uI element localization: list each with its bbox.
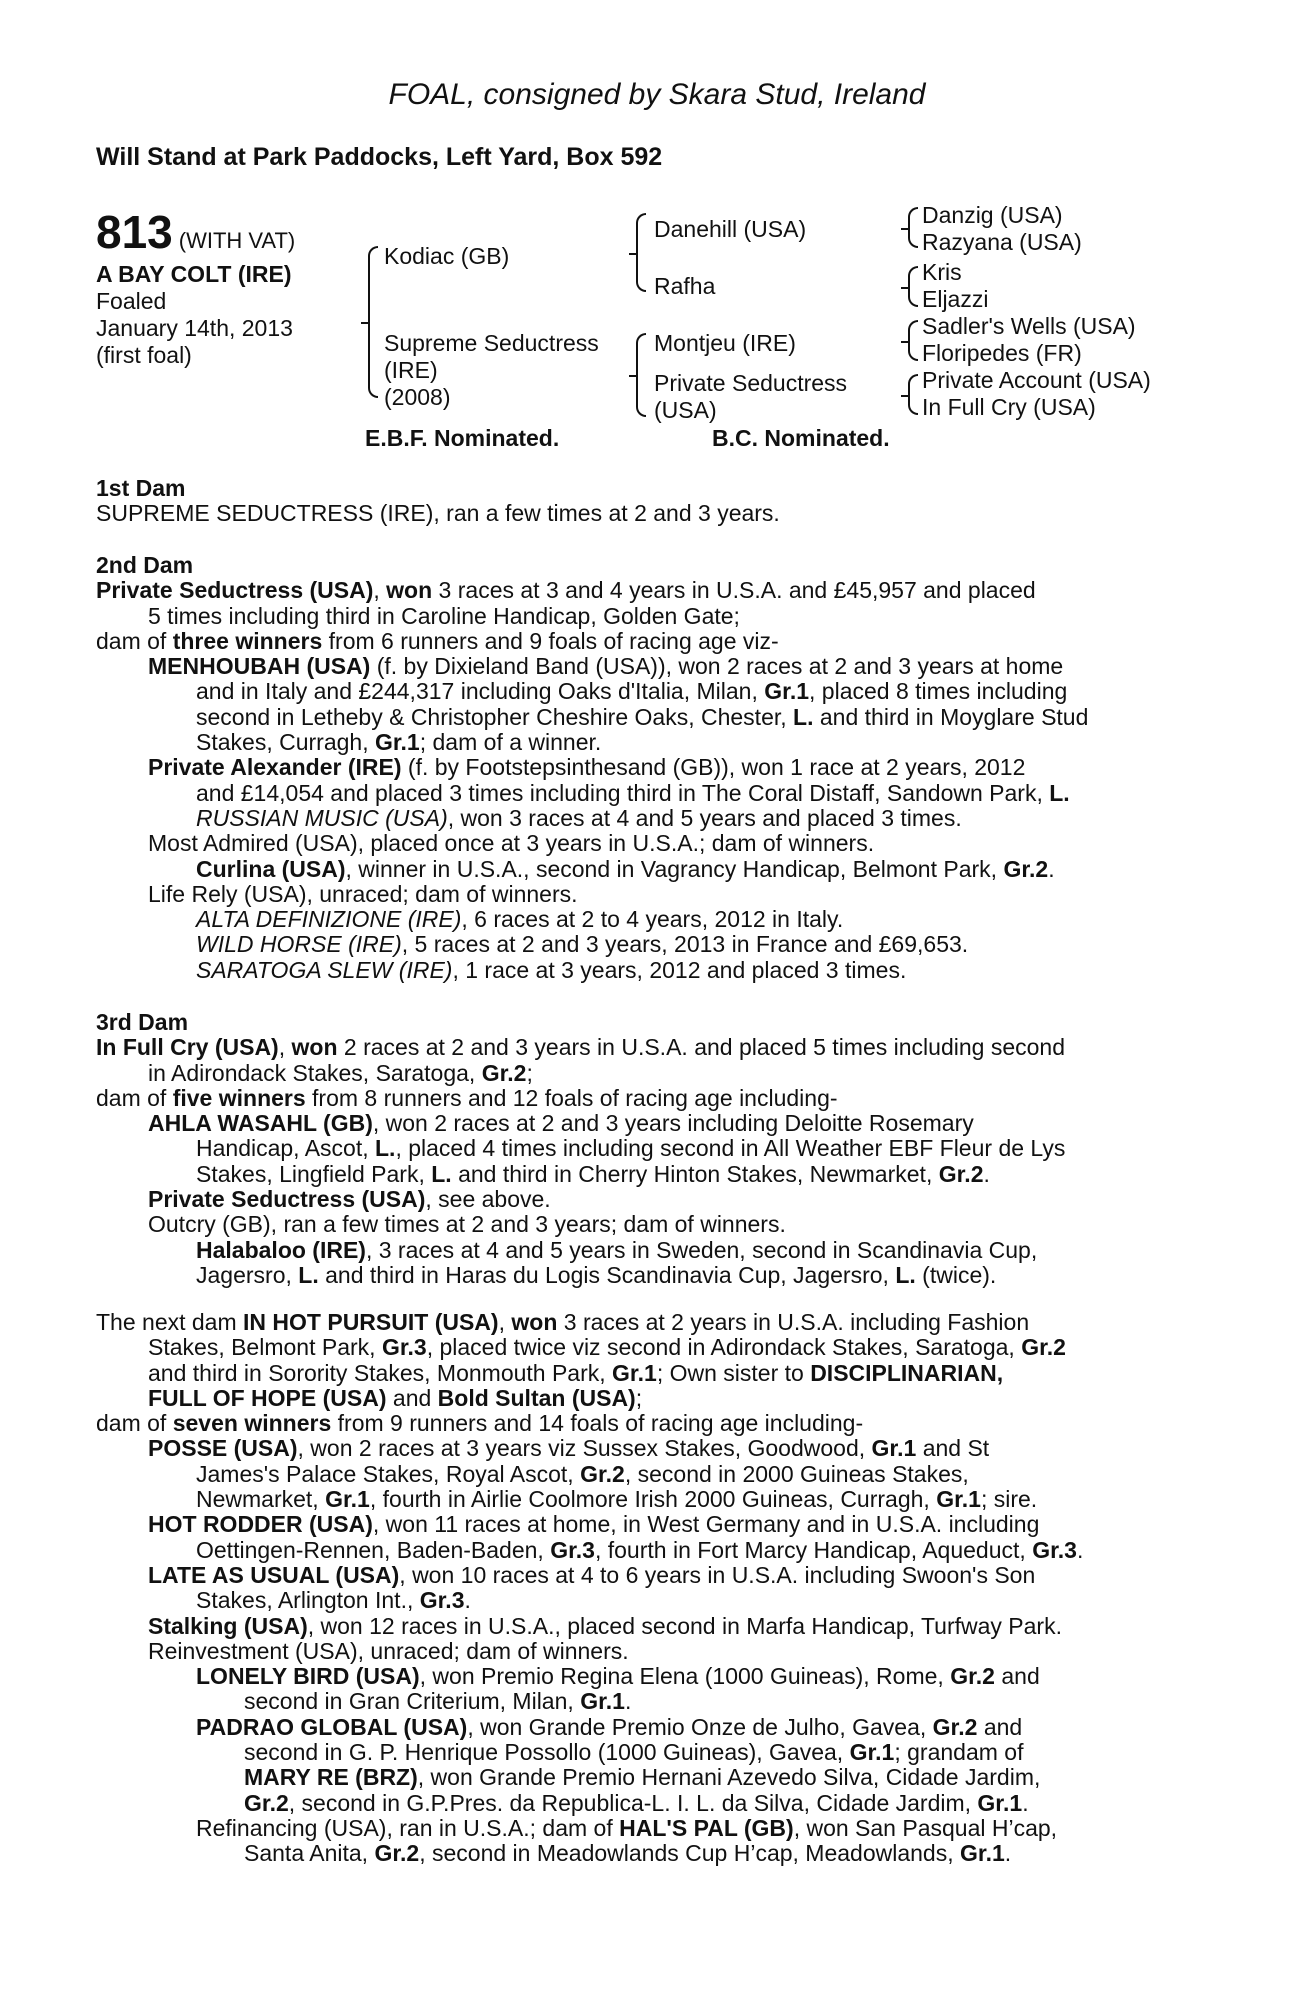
text-run: . <box>464 1587 471 1614</box>
text-run: and <box>994 1663 1040 1690</box>
horse-name: HOT RODDER (USA) <box>148 1511 373 1538</box>
grade: L. <box>298 1261 319 1288</box>
text-line <box>96 1335 1226 1360</box>
grade: Gr.2 <box>580 1460 625 1487</box>
pedigree-brace <box>368 246 378 398</box>
text-run: . <box>1004 1840 1012 1867</box>
text-run: and in Italy and £244,317 including Oaks d'Italia, Milan, <box>196 678 765 705</box>
text-line <box>96 730 1226 755</box>
grade: Gr.1 <box>612 1359 657 1386</box>
bc-nominated: B.C. Nominated. <box>712 425 890 451</box>
grade: L. <box>375 1135 396 1162</box>
text-line <box>96 1061 1226 1086</box>
text-run: ; Own sister to <box>656 1359 811 1386</box>
text-run: 3 races at 3 and 4 years in U.S.A. and £45,957 and placed <box>432 577 1036 604</box>
pedigree-dds: Private Account (USA) <box>922 367 1151 393</box>
lot-number: 813 <box>96 206 173 258</box>
text-run: , 6 races at 2 to 4 years, 2012 in Italy. <box>461 906 844 933</box>
text-line <box>96 1588 1226 1613</box>
text-run: Oettingen-Rennen, Baden-Baden, <box>196 1536 551 1563</box>
text-line <box>96 1035 1226 1060</box>
text-run: , winner in U.S.A., second in Vagrancy Handicap, Belmont Park, <box>345 855 1004 882</box>
pedigree-brace <box>908 320 918 361</box>
grade: Gr.1 <box>871 1435 917 1462</box>
text-line <box>96 679 1226 704</box>
text-line <box>96 1310 1226 1335</box>
text-line <box>96 1765 1226 1790</box>
text-run: , placed twice viz second in Adirondack Stakes, Saratoga, <box>426 1334 1022 1361</box>
text-run: , won Grande Premio Hernani Azevedo Silva, Cidade Jardim, <box>417 1764 1041 1791</box>
text-run: , placed 8 times including <box>809 678 1068 705</box>
text-line <box>96 1512 1226 1537</box>
text-run: James's Palace Stakes, Royal Ascot, <box>196 1460 581 1487</box>
grade: Gr.2 <box>244 1789 289 1816</box>
pedigree-dam-dam <box>654 370 847 424</box>
text-run: Jagersro, <box>196 1261 299 1288</box>
text-run: Santa Anita, <box>244 1840 375 1867</box>
text-line <box>96 1436 1226 1461</box>
text-run: , won 3 races at 4 and 5 years and placed 3 times. <box>447 804 962 831</box>
text-run: ; grandam of <box>894 1739 1024 1766</box>
pedigree-sdd: Eljazzi <box>922 286 989 312</box>
grade: Gr.1 <box>374 729 420 756</box>
grade: L. <box>895 1261 916 1288</box>
text-run: , won Grande Premio Onze de Julho, Gavea, <box>467 1713 933 1740</box>
text-line <box>96 1361 1226 1386</box>
text-run: , won Premio Regina Elena (1000 Guineas), Rome, <box>419 1663 951 1690</box>
grade: Gr.2 <box>932 1713 978 1740</box>
text-line <box>96 1162 1226 1187</box>
text-run: Stakes, Belmont Park, <box>148 1334 382 1361</box>
horse-name: POSSE (USA) <box>148 1435 298 1462</box>
text-run: 2 races at 2 and 3 years in U.S.A. and placed 5 times including second <box>337 1034 1065 1061</box>
lot-block <box>96 207 356 369</box>
pedigree-sire-dam: Rafha <box>654 273 716 299</box>
text-line <box>96 1386 1226 1411</box>
text-line <box>96 1614 1226 1639</box>
horse-name: MARY RE (BRZ) <box>244 1764 418 1791</box>
text-run: Stakes, Curragh, <box>196 729 375 756</box>
text-run: in Adirondack Stakes, Saratoga, <box>148 1059 482 1086</box>
text-line <box>96 1841 1226 1866</box>
text-run: ; <box>526 1059 533 1086</box>
text-run: , see above. <box>425 1186 551 1213</box>
text-line <box>96 755 1226 780</box>
horse-name: Stalking (USA) <box>148 1612 308 1639</box>
text-run: Handicap, Ascot, <box>196 1135 375 1162</box>
text-run: , won 12 races in U.S.A., placed second in Marfa Handicap, Turfway Park. <box>307 1612 1062 1639</box>
text-run: three winners <box>172 627 323 654</box>
text-run: second in G. P. Henrique Possollo (1000 Guineas), Gavea, <box>244 1739 850 1766</box>
text-line <box>96 1816 1226 1841</box>
grade: Gr.1 <box>849 1739 895 1766</box>
text-line <box>96 907 1226 932</box>
text-run: won <box>386 577 433 604</box>
text-run: , 1 race at 3 years, 2012 and placed 3 times. <box>452 956 907 983</box>
text-run: from 6 runners and 9 foals of racing age viz- <box>322 627 779 654</box>
text-run: ; sire. <box>980 1486 1038 1513</box>
text-line <box>96 1715 1226 1740</box>
text-run: , second in Meadowlands Cup H’cap, Meadowlands, <box>419 1840 961 1867</box>
text-run: , <box>373 577 387 604</box>
horse-name: SARATOGA SLEW (IRE) <box>196 956 453 983</box>
pedigree-sire: Kodiac (GB) <box>384 243 510 269</box>
horse-name: AHLA WASAHL (GB) <box>148 1110 373 1137</box>
third-dam-section <box>96 1010 1226 1288</box>
grade: L. <box>431 1160 452 1187</box>
ebf-nominated: E.B.F. Nominated. <box>365 425 560 451</box>
second-dam-section <box>96 553 1226 983</box>
text-run: . <box>983 1160 990 1187</box>
text-line <box>96 806 1226 831</box>
grade: Gr.1 <box>977 1789 1023 1816</box>
text-run: . <box>1076 1536 1084 1563</box>
text-line <box>96 629 1226 654</box>
text-run: , fourth in Fort Marcy Handicap, Aqueduct, <box>594 1536 1033 1563</box>
lot-note: (first foal) <box>96 342 192 368</box>
lot-title: A BAY COLT (IRE) <box>96 261 292 287</box>
horse-name: HAL'S PAL (GB) <box>619 1814 794 1841</box>
pedigree-dam-dam-country: (USA) <box>654 397 717 423</box>
pedigree-brace <box>636 213 646 292</box>
horse-name: IN HOT PURSUIT (USA) <box>243 1309 499 1335</box>
text-run: . <box>624 1688 632 1715</box>
text-run: , won San Pasqual H’cap, <box>793 1814 1058 1841</box>
text-line <box>96 1689 1226 1714</box>
text-run: and St <box>916 1435 990 1462</box>
grade: Gr.1 <box>580 1688 625 1715</box>
pedigree-ddd: In Full Cry (USA) <box>922 394 1096 420</box>
text-run: , fourth in Airlie Coolmore Irish 2000 Guineas, Curragh, <box>369 1486 937 1513</box>
horse-name: LONELY BIRD (USA) <box>196 1663 420 1690</box>
grade: Gr.2 <box>1003 855 1049 882</box>
stand-location: Will Stand at Park Paddocks, Left Yard, Box 592 <box>96 143 663 171</box>
horse-name: RUSSIAN MUSIC (USA) <box>196 804 448 831</box>
grade: Gr.1 <box>325 1486 370 1513</box>
text-run: ; dam of a winner. <box>419 729 602 756</box>
pedigree-brace <box>908 207 918 248</box>
text-run: Stakes, Lingfield Park, <box>196 1160 432 1187</box>
grade: L. <box>793 703 814 730</box>
pedigree-ssd: Razyana (USA) <box>922 229 1082 255</box>
text-run: (f. by Footstepsinthesand (GB)), won 1 race at 2 years, 2012 <box>401 754 1026 781</box>
foaled-label: Foaled <box>96 288 167 314</box>
text-line <box>96 857 1226 882</box>
horse-name: Curlina (USA) <box>196 855 346 882</box>
grade: L. <box>1049 779 1070 806</box>
text-run: won <box>291 1034 338 1061</box>
grade: Gr.2 <box>950 1663 995 1690</box>
text-line <box>96 958 1226 983</box>
text-line: Most Admired (USA), placed once at 3 years in U.S.A.; dam of winners. <box>148 830 875 857</box>
horse-name: DISCIPLINARIAN, <box>810 1359 1004 1386</box>
text-line <box>96 1462 1226 1487</box>
text-line <box>96 1086 1226 1111</box>
text-run: Newmarket, <box>196 1486 326 1513</box>
text-run: second in Gran Criterium, Milan, <box>244 1688 581 1715</box>
text-line: Life Rely (USA), unraced; dam of winners. <box>148 880 578 907</box>
pedigree-brace <box>908 374 918 415</box>
grade: Gr.1 <box>764 678 810 705</box>
text-run: and third in Cherry Hinton Stakes, Newmarket, <box>451 1160 939 1187</box>
text-run: (twice). <box>915 1261 997 1288</box>
text-line <box>96 1664 1226 1689</box>
text-line <box>96 1238 1226 1263</box>
text-line <box>96 1136 1226 1161</box>
text-run: , <box>498 1309 512 1335</box>
text-run: five winners <box>172 1084 306 1111</box>
pedigree-sire-sire: Danehill (USA) <box>654 216 807 242</box>
text-run: and £14,054 and placed 3 times including third in The Coral Distaff, Sandown Park, <box>196 779 1050 806</box>
text-run: dam of <box>96 627 173 654</box>
text-line <box>96 1740 1226 1765</box>
horse-name: LATE AS USUAL (USA) <box>148 1561 400 1588</box>
pedigree-brace <box>636 333 646 417</box>
text-line <box>96 1563 1226 1588</box>
text-line: Outcry (GB), ran a few times at 2 and 3 years; dam of winners. <box>148 1211 786 1238</box>
foaled-date: January 14th, 2013 <box>96 315 293 341</box>
text-run: and third in Haras du Logis Scandinavia Cup, Jagersro, <box>318 1261 896 1288</box>
pedigree-dsd: Floripedes (FR) <box>922 340 1082 366</box>
text-run: second in Letheby & Christopher Cheshire Oaks, Chester, <box>196 703 794 730</box>
text-run: , second in 2000 Guineas Stakes, <box>624 1460 969 1487</box>
text-run: and third in Sorority Stakes, Monmouth Park, <box>148 1359 613 1386</box>
text-run: The next dam <box>96 1309 244 1335</box>
pedigree-dam-country: (IRE) <box>384 357 438 383</box>
text-run: , second in G.P.Pres. da Republica-L. I. L. da Silva, Cidade Jardim, <box>288 1789 978 1816</box>
text-run: from 8 runners and 12 foals of racing age including- <box>305 1084 838 1111</box>
text-line <box>96 1791 1226 1816</box>
text-run: ; <box>635 1384 643 1411</box>
horse-name: MENHOUBAH (USA) <box>148 653 371 680</box>
text-run: , 5 races at 2 and 3 years, 2013 in France and £69,653. <box>401 931 969 958</box>
text-run: Stakes, Arlington Int., <box>196 1587 420 1614</box>
text-line <box>96 705 1226 730</box>
grade: Gr.2 <box>938 1160 984 1187</box>
text-run: , won 2 races at 3 years viz Sussex Stakes, Goodwood, <box>297 1435 872 1462</box>
text-line <box>96 1538 1226 1563</box>
text-line: 5 times including third in Caroline Handicap, Golden Gate; <box>148 602 740 629</box>
grade: Gr.3 <box>550 1536 595 1563</box>
text-run: and <box>977 1713 1023 1740</box>
pedigree-dam-year: (2008) <box>384 384 451 410</box>
grade: Gr.3 <box>1032 1536 1077 1563</box>
text-line <box>96 1263 1226 1288</box>
pedigree-dam <box>384 330 599 411</box>
horse-name: Halabaloo (IRE) <box>196 1236 366 1263</box>
grade: Gr.1 <box>936 1486 981 1513</box>
text-run: , <box>278 1034 292 1061</box>
next-dam-section <box>96 1310 1226 1867</box>
text-line: Reinvestment (USA), unraced; dam of winners. <box>148 1637 629 1664</box>
text-line <box>96 578 1226 603</box>
text-line <box>96 932 1226 957</box>
pedigree-brace <box>908 266 918 307</box>
text-run: . <box>1048 855 1055 882</box>
horse-name: In Full Cry (USA) <box>96 1034 279 1061</box>
lot-number-line <box>96 207 356 257</box>
pedigree-dam-name: Supreme Seductress <box>384 330 599 356</box>
horse-name: FULL OF HOPE (USA) <box>148 1384 387 1411</box>
text-run: , won 11 races at home, in West Germany and in U.S.A. including <box>372 1511 1040 1538</box>
pedigree-dss: Sadler's Wells (USA) <box>922 313 1136 339</box>
text-run: won <box>511 1309 558 1335</box>
text-run: and <box>386 1384 438 1411</box>
text-run: dam of <box>96 1084 173 1111</box>
text-line <box>96 1187 1226 1212</box>
text-line <box>96 781 1226 806</box>
text-run: seven winners <box>172 1410 332 1437</box>
first-dam-text: SUPREME SEDUCTRESS (IRE), ran a few times at 2 and 3 years. <box>96 500 780 527</box>
grade: Gr.2 <box>374 1840 420 1867</box>
section-title: 1st Dam <box>96 475 186 501</box>
horse-name: ALTA DEFINIZIONE (IRE) <box>196 906 462 933</box>
grade: Gr.3 <box>381 1334 427 1361</box>
text-run: . <box>1022 1789 1029 1816</box>
text-run: (f. by Dixieland Band (USA)), won 2 races at 2 and 3 years at home <box>370 653 1064 680</box>
pedigree-dam-sire: Montjeu (IRE) <box>654 330 796 356</box>
vat-label: (WITH VAT) <box>178 228 296 253</box>
text-line <box>96 1487 1226 1512</box>
text-run: dam of <box>96 1410 173 1437</box>
text-run: and third in Moyglare Stud <box>813 703 1089 730</box>
pedigree-sds: Kris <box>922 259 962 285</box>
grade: Gr.2 <box>1021 1334 1066 1361</box>
horse-name: Private Alexander (IRE) <box>148 754 402 781</box>
text-run: , placed 4 times including second in All Weather EBF Fleur de Lys <box>395 1135 1066 1162</box>
horse-name: Private Seductress (USA) <box>148 1186 426 1213</box>
horse-name: Private Seductress (USA) <box>96 577 374 604</box>
section-title: 2nd Dam <box>96 552 194 578</box>
grade: Gr.1 <box>960 1840 1005 1867</box>
horse-name: Bold Sultan (USA) <box>437 1384 636 1411</box>
text-line <box>96 1111 1226 1136</box>
page-header: FOAL, consigned by Skara Stud, Ireland <box>388 78 926 111</box>
horse-name: PADRAO GLOBAL (USA) <box>196 1713 468 1740</box>
section-title: 3rd Dam <box>96 1009 189 1035</box>
grade: Gr.2 <box>481 1059 527 1086</box>
text-run: , 3 races at 4 and 5 years in Sweden, second in Scandinavia Cup, <box>365 1236 1038 1263</box>
pedigree-dam-dam-name: Private Seductress <box>654 370 848 396</box>
text-run: from 9 runners and 14 foals of racing age including- <box>331 1410 864 1437</box>
text-line <box>96 654 1226 679</box>
text-run: , won 10 races at 4 to 6 years in U.S.A. including Swoon's Son <box>399 1561 1036 1588</box>
horse-name: WILD HORSE (IRE) <box>196 931 402 958</box>
text-run: , won 2 races at 2 and 3 years including Deloitte Rosemary <box>372 1110 974 1137</box>
text-line <box>96 1411 1226 1436</box>
grade: Gr.3 <box>419 1587 465 1614</box>
pedigree-sss: Danzig (USA) <box>922 202 1063 228</box>
text-run: 3 races at 2 years in U.S.A. including Fashion <box>557 1309 1030 1335</box>
text-run: Refinancing (USA), ran in U.S.A.; dam of <box>196 1814 620 1841</box>
first-dam-section <box>96 476 1226 527</box>
